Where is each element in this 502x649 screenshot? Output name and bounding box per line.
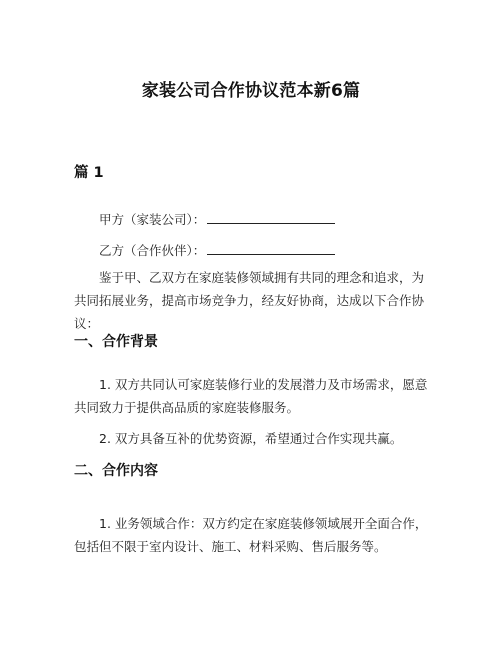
section-heading-background: 一、合作背景 — [74, 334, 158, 350]
party-b-field — [99, 241, 335, 259]
section-heading-content: 二、合作内容 — [74, 463, 158, 479]
document-title: 家装公司合作协议范本新6篇 — [141, 81, 361, 101]
background-item-1: 1. 双方共同认可家庭装修行业的发展潜力及市场需求，愿意共同致力于提供高品质的家庭装修服务。 — [74, 377, 428, 415]
party-b-blank-line — [207, 243, 335, 255]
party-a-blank-line — [207, 212, 335, 224]
article-heading: 篇 1 — [74, 165, 104, 181]
intro-paragraph: 鉴于甲、乙双方在家庭装修领域拥有共同的理念和追求，为共同拓展业务，提高市场竞争力，经友好协商，达成以下合作协议： — [74, 270, 425, 331]
party-b-label: 乙方（合作伙伴）： — [99, 243, 206, 258]
party-a-label: 甲方（家装公司）： — [99, 212, 206, 227]
content-item-1: 1. 业务领域合作：双方约定在家庭装修领域展开全面合作，包括但不限于室内设计、施工、材料采购、售后服务等。 — [74, 516, 428, 554]
background-item-2: 2. 双方具备互补的优势资源，希望通过合作实现共赢。 — [99, 431, 403, 446]
party-a-field — [99, 210, 335, 228]
